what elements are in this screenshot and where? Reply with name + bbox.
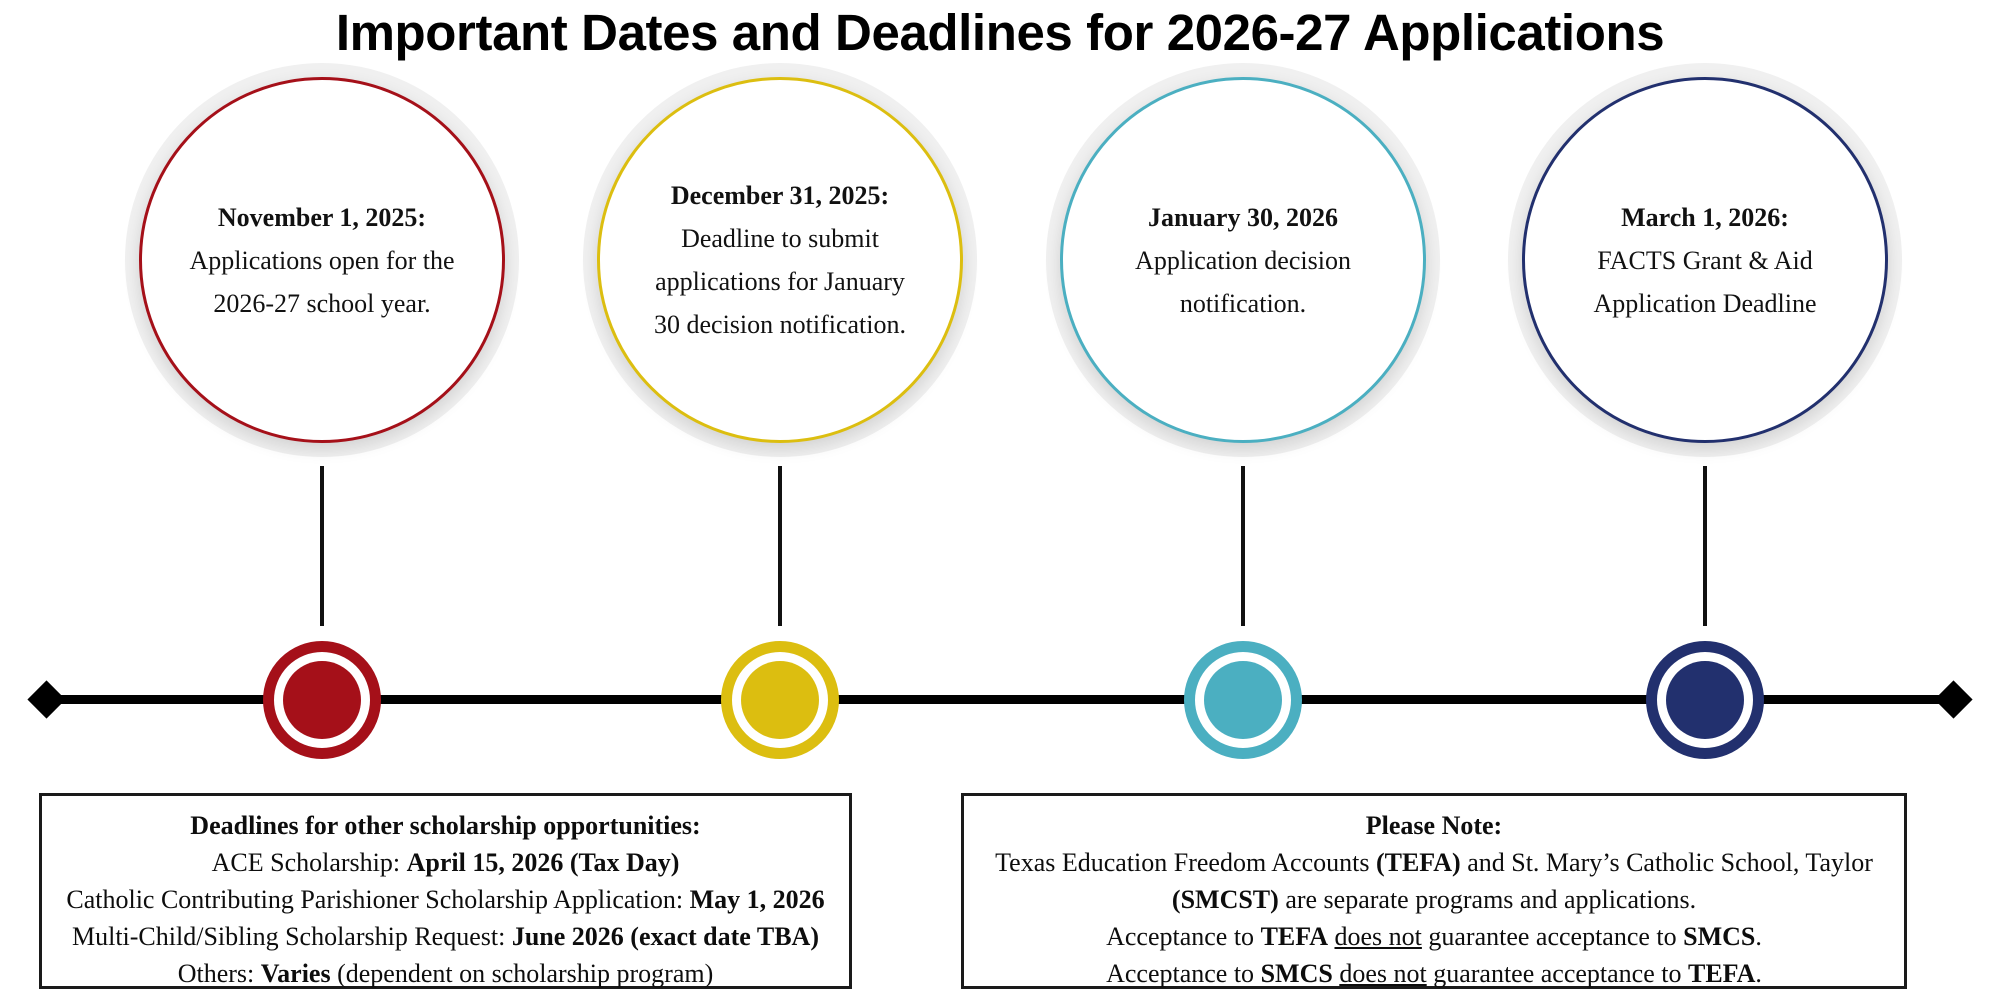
milestone-date: March 1, 2026:: [1621, 202, 1789, 232]
milestone-date: November 1, 2025:: [217, 202, 427, 232]
milestone-bubble-january: [1060, 77, 1426, 443]
milestone-bubble-november: [139, 77, 505, 443]
timeline-marker-core: [741, 661, 819, 739]
scholarship-line: Others: Varies (dependent on scholarship program): [177, 959, 714, 988]
milestone-description: Applications open for the 2026-27 school year.: [189, 245, 455, 318]
milestone-description: FACTS Grant & Aid Application Deadline: [1593, 245, 1817, 318]
milestone-bubble-text: [646, 174, 914, 346]
scholarship-line: Multi-Child/Sibling Scholarship Request: June 2026 (exact date TBA): [71, 922, 819, 951]
scholarship-deadlines-box: [39, 793, 852, 989]
please-note-heading: Please Note:: [1365, 811, 1503, 840]
milestone-bubble-december: [597, 77, 963, 443]
milestone-date: January 30, 2026: [1148, 202, 1338, 232]
timeline-endpoint-right-diamond-icon: [1934, 680, 1972, 718]
page-title: Important Dates and Deadlines for 2026-27 Applications: [335, 4, 1665, 61]
timeline-marker-core: [1204, 661, 1282, 739]
scholarship-line: Catholic Contributing Parishioner Scholarship Application: May 1, 2026: [66, 885, 825, 914]
milestone-description: Application decision notification.: [1135, 245, 1351, 318]
timeline-marker-december[interactable]: [721, 641, 839, 759]
connector-stem-november: [320, 466, 324, 626]
timeline-marker-january[interactable]: [1184, 641, 1302, 759]
timeline-marker-november[interactable]: [263, 641, 381, 759]
milestone-date: December 31, 2025:: [670, 181, 890, 210]
milestone-description: Deadline to submit applications for January 30 decision notification.: [653, 224, 906, 339]
timeline-marker-march[interactable]: [1646, 641, 1764, 759]
timeline-endpoint-left-diamond-icon: [27, 680, 65, 718]
please-note-line: Acceptance to SMCS does not guarantee acceptance to TEFA.: [1106, 959, 1762, 988]
connector-stem-january: [1241, 466, 1245, 626]
please-note-line: Acceptance to TEFA does not guarantee acceptance to SMCS.: [1106, 922, 1762, 951]
please-note-box: [961, 793, 1907, 989]
please-note-line: Texas Education Freedom Accounts (TEFA) and St. Mary’s Catholic School, Taylor: [995, 848, 1873, 877]
milestone-bubble-text: [188, 196, 456, 325]
timeline-marker-core: [283, 661, 361, 739]
connector-stem-march: [1703, 466, 1707, 626]
milestone-bubble-march: [1522, 77, 1888, 443]
timeline-marker-core: [1666, 661, 1744, 739]
scholarship-line: ACE Scholarship: April 15, 2026 (Tax Day): [211, 848, 680, 877]
milestone-bubble-text: [1109, 196, 1377, 325]
connector-stem-december: [778, 466, 782, 626]
milestone-bubble-text: [1571, 196, 1839, 325]
scholarship-box-heading: Deadlines for other scholarship opportunities:: [190, 811, 701, 840]
please-note-line: (SMCST) are separate programs and applications.: [1171, 885, 1697, 914]
